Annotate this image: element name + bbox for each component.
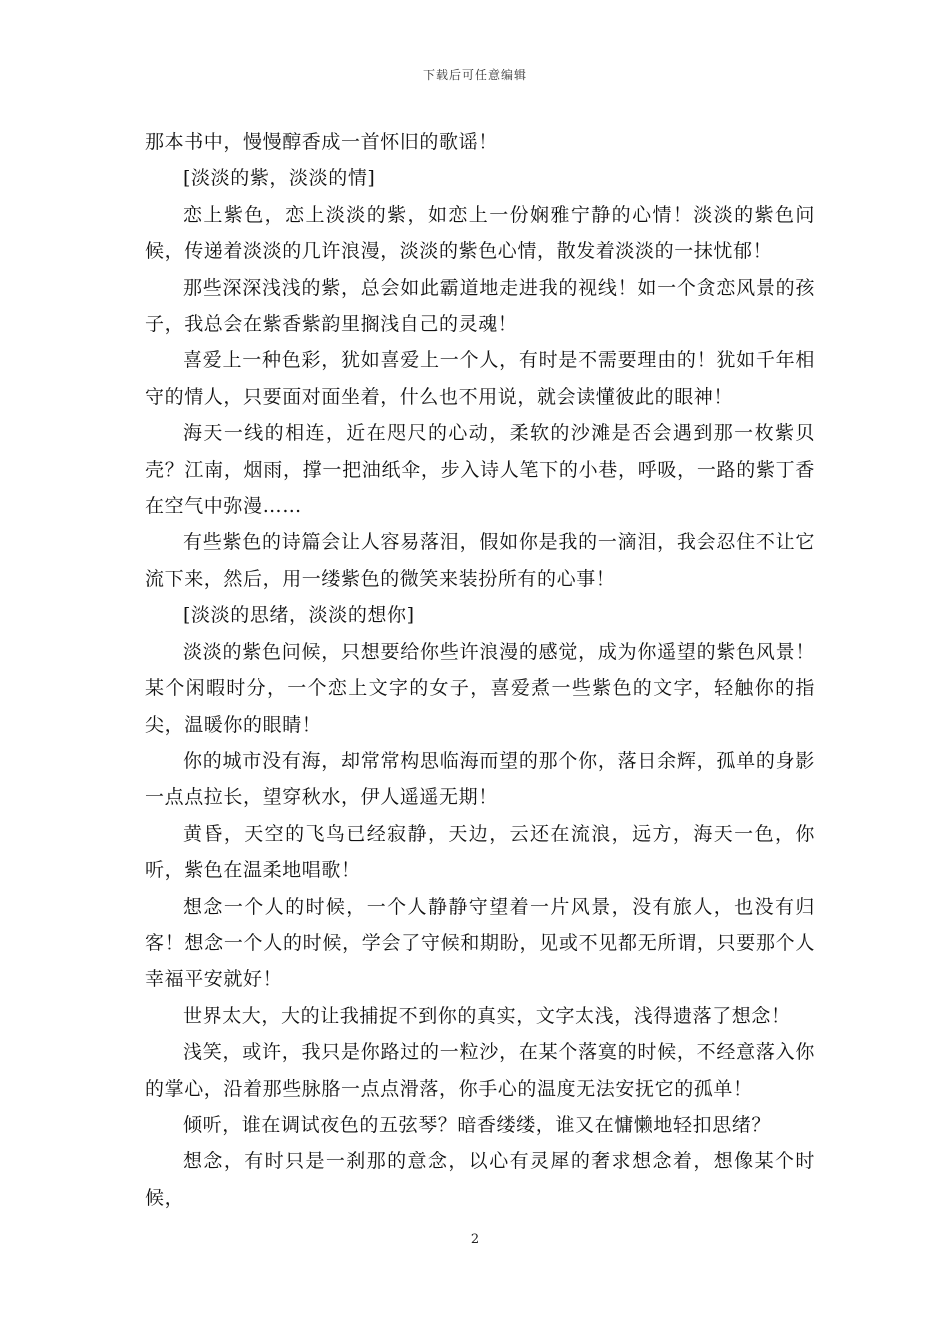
section-heading: [淡淡的紫，淡淡的情]	[183, 167, 376, 190]
paragraph: 喜爱上一种色彩，犹如喜爱上一个人，有时是不需要理由的！犹如千年相守的情人，只要面对面坐着，什么也不用说，就会读懂彼此的眼神！	[145, 349, 815, 408]
paragraph: 想念一个人的时候，一个人静静守望着一片风景，没有旅人，也没有归客！想念一个人的时候，学会了守候和期盼，见或不见都无所谓，只要那个人幸福平安就好！	[145, 895, 815, 991]
paragraph: 恋上紫色，恋上淡淡的紫，如恋上一份娴雅宁静的心情！淡淡的紫色问候，传递着淡淡的几许浪漫，淡淡的紫色心情，散发着淡淡的一抹忧郁！	[145, 203, 815, 263]
paragraph: 那本书中，慢慢醇香成一首怀旧的歌谣！	[145, 131, 498, 153]
paragraph: 倾听，谁在调试夜色的五弦琴？暗香缕缕，谁又在慵懒地轻扣思绪？	[183, 1113, 772, 1136]
paragraph: 你的城市没有海，却常常构思临海而望的那个你，落日余辉，孤单的身影一点点拉长，望穿秋水，伊人遥遥无期！	[145, 749, 815, 809]
paragraph: 那些深深浅浅的紫，总会如此霸道地走进我的视线！如一个贪恋风景的孩子，我总会在紫香紫韵里搁浅自己的灵魂！	[145, 276, 815, 336]
document-body	[145, 124, 815, 1216]
paragraph: 浅笑，或许，我只是你路过的一粒沙，在某个落寞的时候，不经意落入你的掌心，沿着那些脉胳一点点滑落，你手心的温度无法安抚它的孤单！	[145, 1041, 815, 1100]
page-header: 下载后可任意编辑	[422, 68, 527, 82]
page-number: 2	[470, 1232, 480, 1247]
paragraph: 想念，有时只是一刹那的意念，以心有灵犀的奢求想念着，想像某个时候，	[145, 1150, 815, 1209]
section-heading: [淡淡的思绪，淡淡的想你]	[183, 604, 415, 627]
paragraph: 世界太大，大的让我捕捉不到你的真实，文字太浅，浅得遗落了想念！	[183, 1004, 791, 1027]
paragraph: 淡淡的紫色问候，只想要给你些许浪漫的感觉，成为你遥望的紫色风景！某个闲暇时分，一个恋上文字的女子，喜爱煮一些紫色的文字，轻触你的指尖，温暖你的眼睛！	[145, 640, 815, 736]
paragraph: 黄昏，天空的飞鸟已经寂静，天边，云还在流浪，远方，海天一色，你听，紫色在温柔地唱歌！	[145, 822, 815, 882]
paragraph: 海天一线的相连，近在咫尺的心动，柔软的沙滩是否会遇到那一枚紫贝壳？江南，烟雨，撑一把油纸伞，步入诗人笔下的小巷，呼吸，一路的紫丁香在空气中弥漫……	[145, 422, 815, 518]
paragraph: 有些紫色的诗篇会让人容易落泪，假如你是我的一滴泪，我会忍住不让它流下来，然后，用一缕紫色的微笑来装扮所有的心事！	[145, 531, 815, 590]
